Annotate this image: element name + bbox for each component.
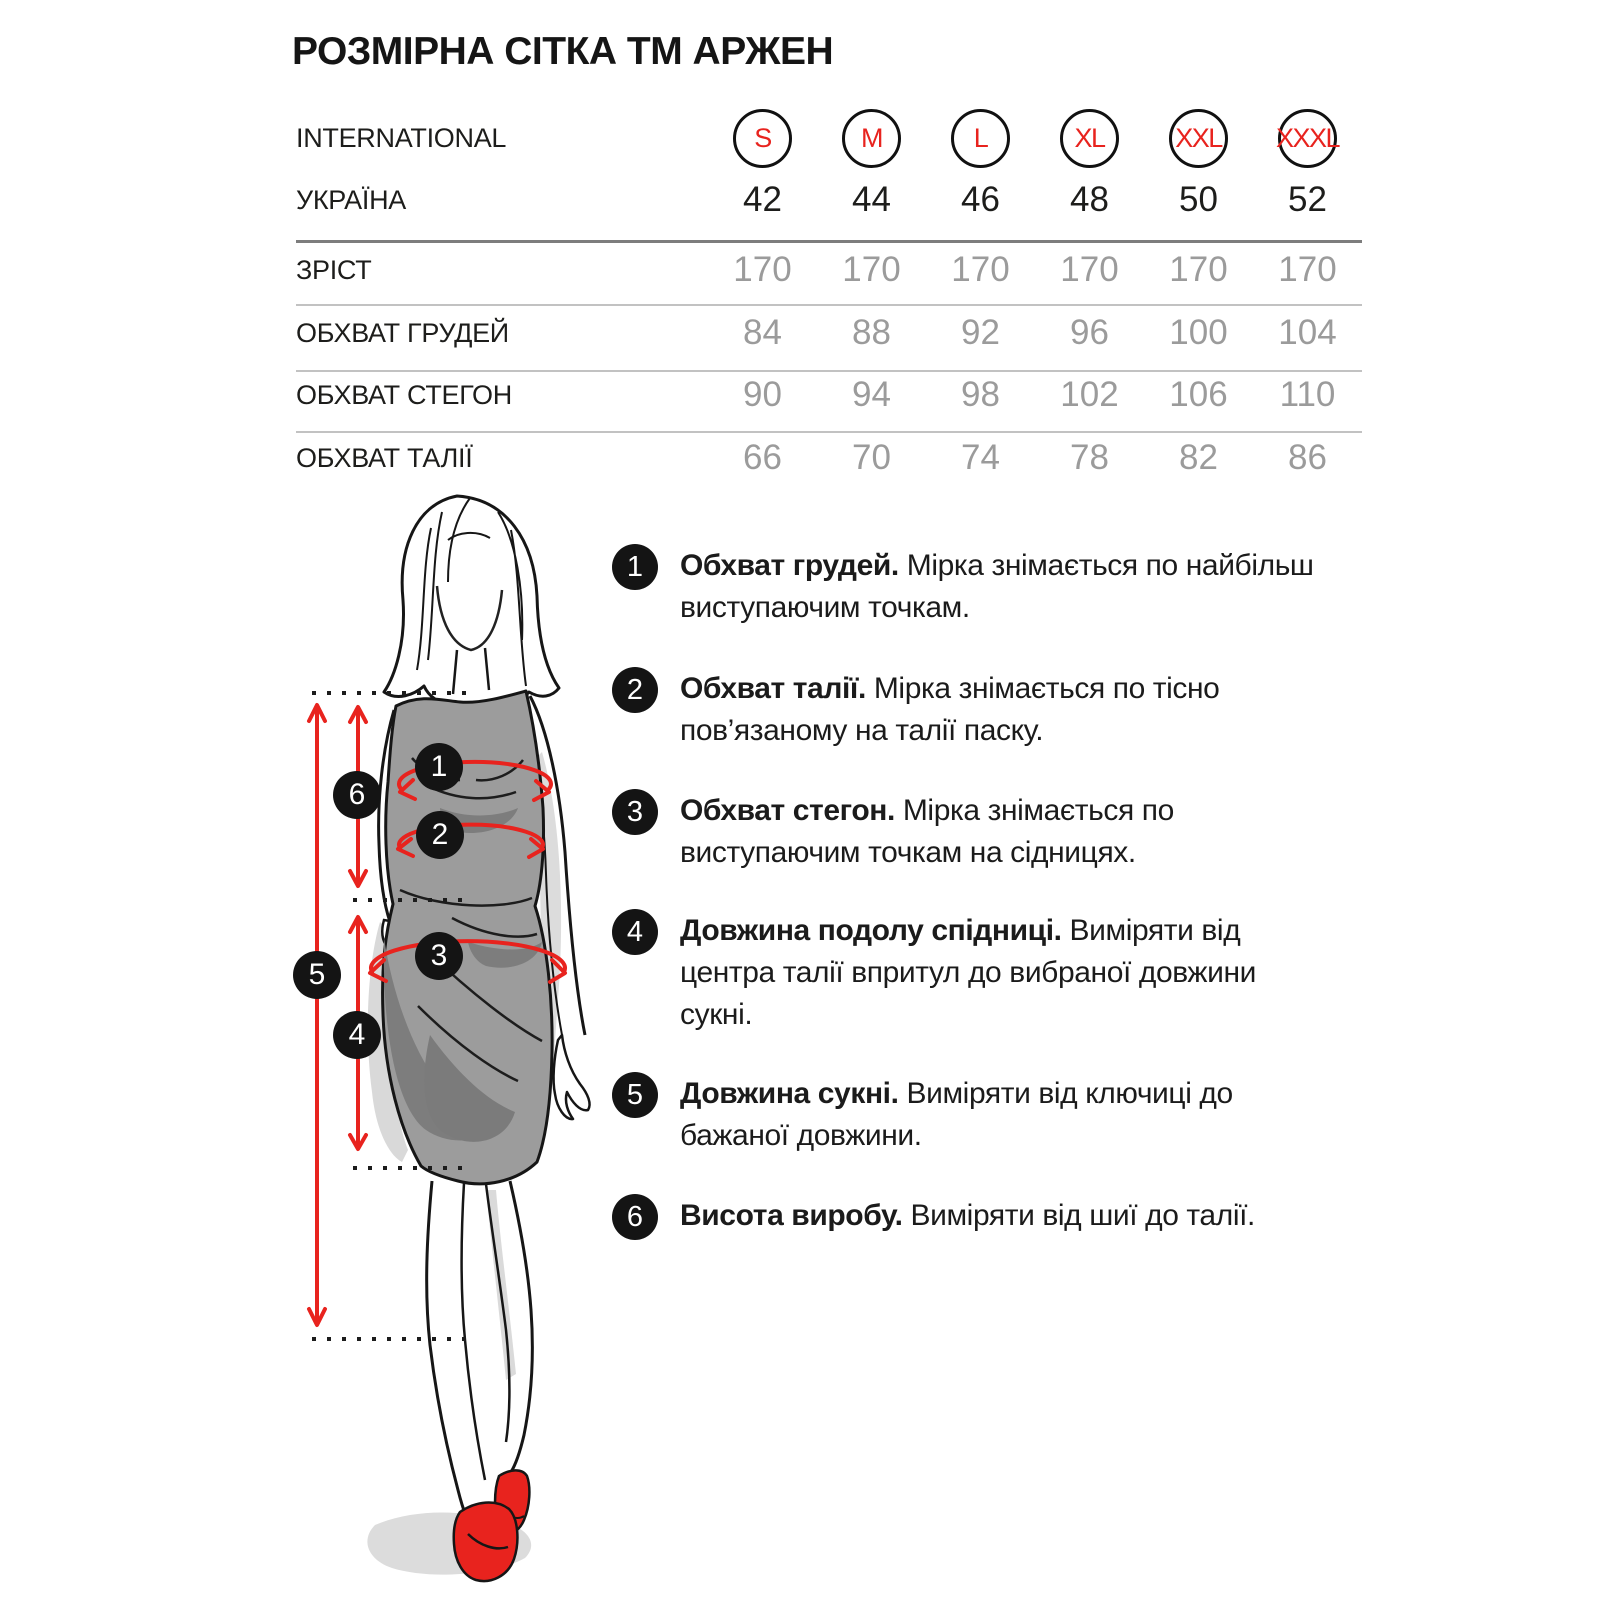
- legend-text: Висота виробу. Виміряти від шиї до талії.: [680, 1199, 1255, 1232]
- row-label: УКРАЇНА: [296, 184, 407, 215]
- row-label: ОБХВАТ СТЕГОН: [296, 379, 512, 410]
- size-badge-m: M: [842, 109, 901, 168]
- page-title: РОЗМІРНА СІТКА ТМ АРЖЕН: [292, 30, 834, 73]
- legend-text: Довжина подолу спідниці. Виміряти від центра талії впритул до вибраної довжини сукні.: [680, 914, 1256, 1031]
- legend-number: 4: [612, 909, 658, 955]
- legend-number: 3: [612, 789, 658, 835]
- table-row-waist: ОБХВАТ ТАЛІЇ 66 70 74 78 82 86: [296, 438, 1327, 477]
- measurement-figure-sketch: [280, 490, 640, 1600]
- table-row-hips: ОБХВАТ СТЕГОН 90 94 98 102 106 110: [296, 375, 1336, 414]
- row-label: ОБХВАТ ТАЛІЇ: [296, 442, 473, 473]
- legend-item-waist: [612, 667, 1320, 752]
- legend-text: Обхват стегон. Мірка знімається по виступаючим точкам на сідницях.: [680, 794, 1174, 869]
- figure-marker-1: 1: [415, 743, 463, 791]
- table-row-height: ЗРІСТ 170 170 170 170 170 170: [296, 250, 1337, 289]
- table-row-ukraine: УКРАЇНА 42 44 46 48 50 52: [296, 180, 1327, 219]
- figure-marker-5: 5: [293, 951, 341, 999]
- row-label: INTERNATIONAL: [296, 122, 507, 153]
- figure-marker-4: 4: [333, 1011, 381, 1059]
- figure-marker-6: 6: [333, 771, 381, 819]
- row-label: ЗРІСТ: [296, 254, 372, 285]
- legend-text: Обхват грудей. Мірка знімається по найбільш виступаючим точкам.: [680, 549, 1314, 624]
- legend-text: Обхват талії. Мірка знімається по тісно пов’язаному на талії паску.: [680, 672, 1220, 747]
- legend-number: 2: [612, 667, 658, 713]
- legend-number: 5: [612, 1072, 658, 1118]
- legend-item-hips: [612, 789, 1320, 874]
- legend-item-product-height: [612, 1194, 1320, 1240]
- legend-number: 1: [612, 544, 658, 590]
- legend-item-dress-length: [612, 1072, 1320, 1157]
- legend-number: 6: [612, 1194, 658, 1240]
- size-badge-l: L: [951, 109, 1010, 168]
- size-badge-xxl: XXL: [1169, 109, 1228, 168]
- legend-item-bust: [612, 544, 1320, 629]
- row-label: ОБХВАТ ГРУДЕЙ: [296, 317, 509, 348]
- table-row-international: [296, 103, 1362, 173]
- figure-marker-3: 3: [415, 932, 463, 980]
- legend-item-skirt-length: [612, 909, 1320, 1036]
- size-badge-xl: XL: [1060, 109, 1119, 168]
- legend-text: Довжина сукні. Виміряти від ключиці до бажаної довжини.: [680, 1077, 1233, 1152]
- size-badge-xxxl: XXXL: [1278, 109, 1337, 168]
- table-row-bust: ОБХВАТ ГРУДЕЙ 84 88 92 96 100 104: [296, 313, 1337, 352]
- size-badge-s: S: [733, 109, 792, 168]
- figure-marker-2: 2: [416, 811, 464, 859]
